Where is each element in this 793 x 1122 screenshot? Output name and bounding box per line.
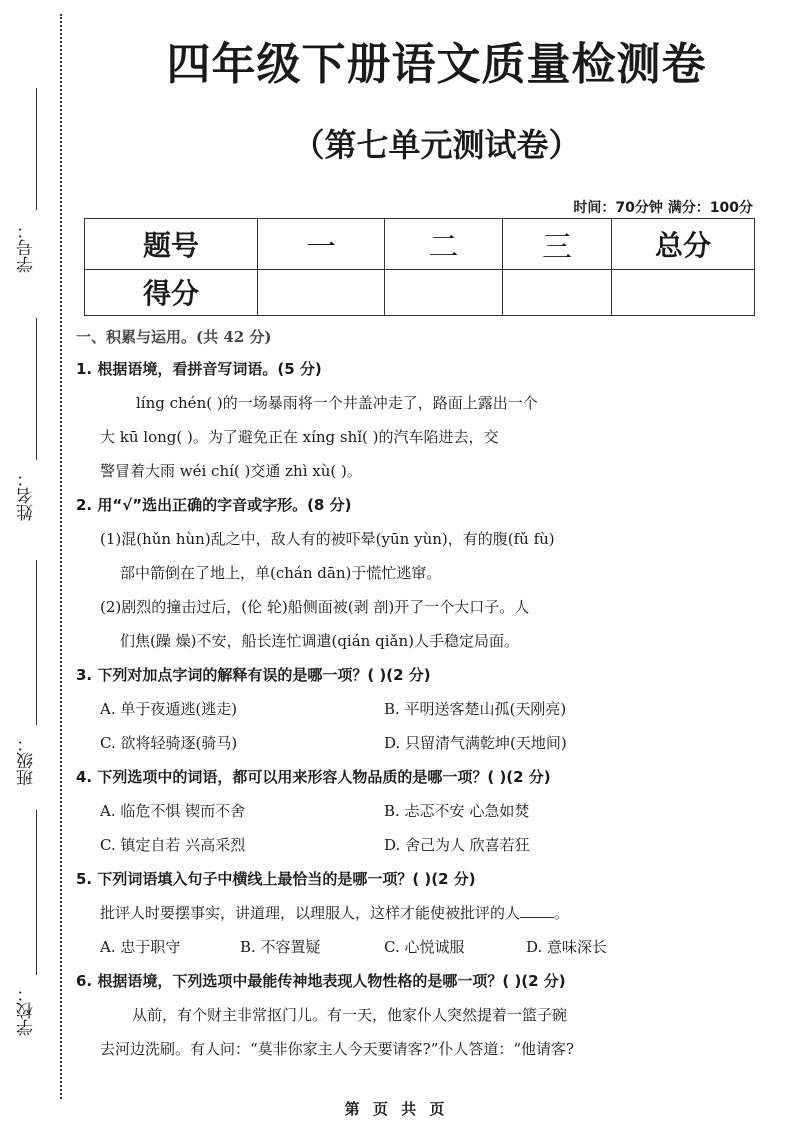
passage-line: 去河边洗刷。有人问：“莫非你家主人今天要请客?”仆人答道：“他请客? <box>100 1040 575 1058</box>
exam-subtitle: （第七单元测试卷） <box>292 126 581 164</box>
section-heading: 一、积累与运用。(共 42 分) <box>76 328 272 346</box>
option-d[interactable]: D. 意味深长 <box>526 938 608 956</box>
page-footer: 第 页 共 页 <box>344 1100 449 1118</box>
cut-line <box>60 14 62 1099</box>
score-header-cell: 二 <box>385 219 503 270</box>
option-row <box>76 726 716 760</box>
name-label: 姓名： <box>17 470 37 521</box>
option-a[interactable]: A. 单于夜遁逃(逃走) <box>100 700 238 718</box>
question-text-line: 们焦(躁 燥)不安，船长连忙调遣(qián qiǎn)人手稳定局面。 <box>120 632 519 650</box>
option-row <box>76 930 716 964</box>
school-label: 学校： <box>17 985 37 1036</box>
option-c[interactable]: C. 心悦诚服 <box>384 938 465 956</box>
option-b[interactable]: B. 忐忑不安 心急如焚 <box>384 802 530 820</box>
score-header-cell: 一 <box>258 219 385 270</box>
score-header-cell: 总分 <box>612 219 755 270</box>
exam-title: 四年级下册语文质量检测卷 <box>166 39 707 90</box>
score-table <box>84 218 755 316</box>
score-header-cell: 三 <box>503 219 612 270</box>
question-text-line: 大 kū long( )。为了避免正在 xíng shǐ( )的汽车陷进去，交 <box>100 428 499 446</box>
answer-blank[interactable] <box>520 903 554 918</box>
class-label: 班级： <box>17 735 37 786</box>
name-field[interactable] <box>36 318 37 460</box>
question-text-line: (2)剧烈的撞击过后，(伦 轮)船侧面被(剥 剖)开了一个大口子。人 <box>100 598 530 616</box>
option-row <box>76 828 716 862</box>
option-row <box>76 692 716 726</box>
sentence-end: 。 <box>554 904 570 922</box>
sentence-text: 批评人时要摆事实，讲道理，以理服人，这样才能使被批评的人 <box>100 904 521 922</box>
exam-content <box>76 322 716 1066</box>
question-text-line: 部中箭倒在了地上，单(chán dān)于慌忙逃窜。 <box>120 564 442 582</box>
option-a[interactable]: A. 忠于职守 <box>100 938 181 956</box>
option-c[interactable]: C. 欲将轻骑逐(骑马) <box>100 734 238 752</box>
question-title: 5. 下列词语填入句子中横线上最恰当的是哪一项？( )(2 分) <box>76 870 476 888</box>
question-title: 1. 根据语境，看拼音写词语。(5 分) <box>76 360 322 378</box>
score-cell[interactable] <box>385 269 503 315</box>
option-b[interactable]: B. 平明送客楚山孤(天刚亮) <box>384 700 567 718</box>
option-d[interactable]: D. 只留清气满乾坤(天地间) <box>384 734 567 752</box>
class-field[interactable] <box>36 560 37 725</box>
student-no-field[interactable] <box>36 88 37 210</box>
score-cell[interactable] <box>612 269 755 315</box>
score-header-cell: 题号 <box>85 219 258 270</box>
option-b[interactable]: B. 不容置疑 <box>240 938 321 956</box>
option-c[interactable]: C. 镇定自若 兴高采烈 <box>100 836 246 854</box>
school-field[interactable] <box>36 810 37 975</box>
score-cell[interactable] <box>503 269 612 315</box>
score-table-header-row <box>85 219 755 270</box>
question-title: 6. 根据语境，下列选项中最能传神地表现人物性格的是哪一项？( )(2 分) <box>76 972 566 990</box>
question-text-line: 警冒着大雨 wéi chí( )交通 zhì xù( )。 <box>100 462 362 480</box>
question-sentence <box>76 896 716 930</box>
question-text-line: líng chén( )的一场暴雨将一个井盖冲走了，路面上露出一个 <box>136 394 538 412</box>
question-text-line: (1)混(hǔn hùn)乱之中，敌人有的被吓晕(yūn yùn)，有的腹(fǔ fù) <box>100 530 555 548</box>
score-cell[interactable] <box>258 269 385 315</box>
score-row-label: 得分 <box>85 269 258 315</box>
passage-line: 从前，有个财主非常抠门儿。有一天，他家仆人突然提着一篮子碗 <box>132 1006 568 1024</box>
exam-meta: 时间：70分钟 满分：100分 <box>573 200 753 216</box>
option-row <box>76 794 716 828</box>
question-title: 4. 下列选项中的词语，都可以用来形容人物品质的是哪一项？( )(2 分) <box>76 768 551 786</box>
student-no-label: 学号： <box>17 222 37 273</box>
option-a[interactable]: A. 临危不惧 锲而不舍 <box>100 802 246 820</box>
question-title: 2. 用“√”选出正确的字音或字形。(8 分) <box>76 496 352 514</box>
score-table-score-row <box>85 269 755 315</box>
question-title: 3. 下列对加点字词的解释有误的是哪一项？( )(2 分) <box>76 666 431 684</box>
option-d[interactable]: D. 舍己为人 欣喜若狂 <box>384 836 530 854</box>
